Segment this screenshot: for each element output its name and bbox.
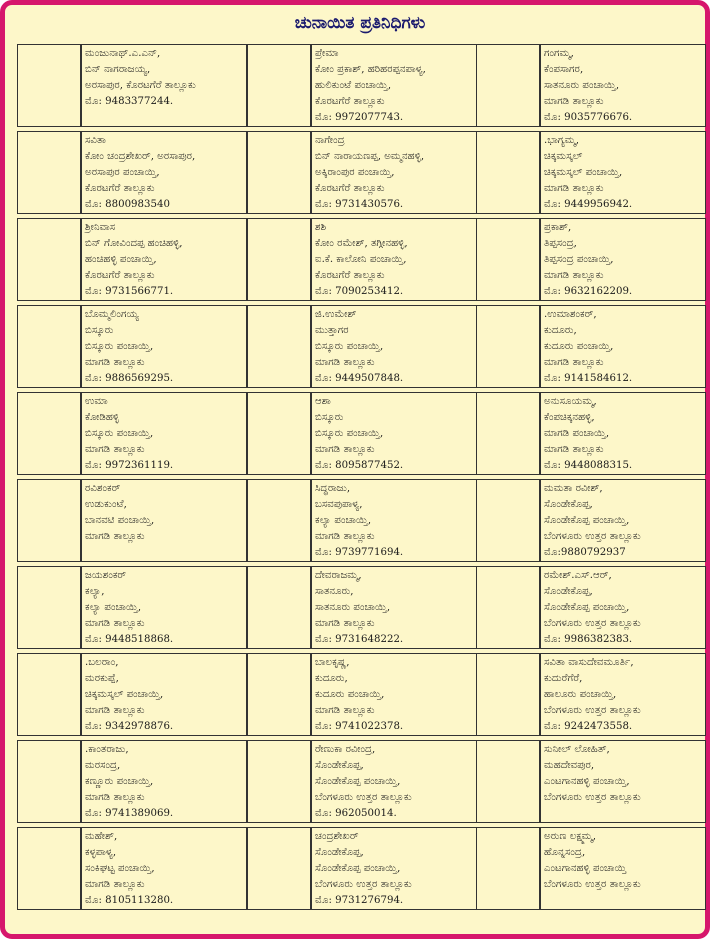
photo-placeholder	[247, 653, 311, 736]
photo-placeholder	[17, 827, 81, 910]
representative-detail-line: ಮೊ: 9972361119.	[85, 460, 174, 471]
representative-detail-line: ಮೊ:9880792937	[544, 547, 626, 558]
representative-name: ಜಿ.ಉಮೇಶ್	[315, 309, 357, 320]
representative-card	[540, 653, 706, 736]
representative-name: .ಕಾಂತರಾಜು,	[85, 744, 129, 755]
representative-detail-line: ಬೆಂಗಳೂರು ಉತ್ತರ ತಾಲ್ಲೂಕು	[544, 705, 641, 716]
representative-name: ಪ್ರಕಾಶ್,	[544, 222, 572, 233]
representative-detail-line: ಬಿಸ್ಕೂರು ಪಂಚಾಯ್ತಿ,	[85, 428, 154, 439]
photo-placeholder	[247, 827, 311, 910]
table-row	[17, 305, 705, 388]
representative-card	[311, 44, 477, 127]
representative-detail-line: ಮಾಗಡಿ ಪಂಚಾಯ್ತಿ,	[544, 428, 610, 439]
representative-detail-line: ಸೊಂಡೇಕೊಪ್ಪ,	[544, 499, 593, 510]
representative-card	[81, 740, 247, 823]
photo-placeholder	[476, 653, 540, 736]
representative-detail-line: ಮೊ: 9448518868.	[85, 634, 174, 645]
representative-card	[540, 740, 706, 823]
representative-detail-line: ಬಿಸ್ಕೂರು	[85, 325, 114, 336]
photo-placeholder	[247, 740, 311, 823]
representative-detail-line: ಮಾಗಡಿ ತಾಲ್ಲೂಕು	[315, 705, 375, 716]
representative-name: ಶಶಿ	[315, 222, 327, 233]
representative-card	[540, 305, 706, 388]
representative-name: ಉಮಾ	[85, 396, 108, 407]
representative-detail-line: ಕೊರಟಗೆರೆ ತಾಲ್ಲೂಕು	[315, 183, 385, 194]
representative-detail-line: ಕುದುರೆಗೆರೆ,	[544, 673, 583, 684]
representative-detail-line: ಮೊ: 8105113280.	[85, 895, 174, 906]
representative-card	[540, 131, 706, 214]
representative-detail-line: ಕೋಂ ಚಂದ್ರಶೇಖರ್, ಅರಸಾಪುರ,	[85, 151, 196, 162]
representative-name: ಗಂಗಮ್ಮ,	[544, 48, 574, 59]
representative-card	[81, 305, 247, 388]
table-row	[17, 653, 705, 736]
photo-placeholder	[247, 479, 311, 562]
representative-card	[81, 44, 247, 127]
representative-name: ರೇಣುಕಾ ರವೀಂದ್ರ,	[315, 744, 376, 755]
representative-detail-line: ಕಣ್ಣೂರು ಪಂಚಾಯ್ತಿ,	[85, 776, 154, 787]
representative-detail-line: ಮೊ: 7090253412.	[315, 286, 404, 297]
representative-name: ಶ್ರೀನಿವಾಸ	[85, 222, 116, 233]
representative-detail-line: ಮೊ: 9141584612.	[544, 373, 633, 384]
representative-detail-line: ಐ.ಕೆ. ಕಾಲೋನಿ ಪಂಚಾಯ್ತಿ,	[315, 254, 407, 265]
representative-card	[311, 392, 477, 475]
representative-detail-line: ಬೆಂಗಳೂರು ಉತ್ತರ ತಾಲ್ಲೂಕು	[315, 792, 412, 803]
representative-detail-line: ಬೆಂಗಳೂರು ಉತ್ತರ ತಾಲ್ಲೂಕು	[544, 879, 641, 890]
representative-detail-line: ಕೋಂ ಪ್ರಕಾಶ್, ಹರಿಹರಪ್ಪನಪಾಳ್ಯ,	[315, 64, 426, 75]
representative-name: ಮಮತಾ ರವೀಶ್,	[544, 483, 603, 494]
representative-card	[540, 479, 706, 562]
representative-detail-line: ಮೊ: 962050014.	[315, 808, 397, 819]
representative-name: ಅರುಣ ಲಕ್ಷ್ಮಮ್ಮ,	[544, 831, 596, 842]
representative-name: .ಬಲರಾಂ,	[85, 657, 119, 668]
representative-name: ಸಿದ್ಧರಾಜು,	[315, 483, 351, 494]
representative-detail-line: ಎಂಟಗಾನಹಳ್ಳಿ ಪಂಚಾಯ್ತಿ	[544, 863, 627, 874]
representative-card	[311, 653, 477, 736]
representative-detail-line: ಅರಸಾಪುರ ಪಂಚಾಯ್ತಿ,	[85, 167, 160, 178]
photo-placeholder	[17, 479, 81, 562]
photo-placeholder	[247, 392, 311, 475]
representative-detail-line: ಚಿಕ್ಕಮಸ್ಕಲ್	[544, 151, 583, 162]
representative-detail-line: ಮೊ: 9448088315.	[544, 460, 633, 471]
representative-detail-line: ಮಾಗಡಿ ತಾಲ್ಲೂಕು	[315, 357, 375, 368]
representative-card	[81, 479, 247, 562]
representative-detail-line: ಮಾಗಡಿ ತಾಲ್ಲೂಕು	[85, 444, 145, 455]
representative-card	[311, 479, 477, 562]
representative-name: ಚಂದ್ರಶೇಖರ್	[315, 831, 359, 842]
photo-placeholder	[247, 131, 311, 214]
representative-detail-line: ಮಾಗಡಿ ತಾಲ್ಲೂಕು	[85, 792, 145, 803]
representative-card	[311, 566, 477, 649]
representative-detail-line: ಮಾಗಡಿ ತಾಲ್ಲೂಕು	[544, 270, 604, 281]
photo-placeholder	[476, 305, 540, 388]
representative-detail-line: ಮೊ: 9342978876.	[85, 721, 174, 732]
representative-detail-line: ಬಿಸ್ಕೂರು ಪಂಚಾಯ್ತಿ,	[315, 428, 384, 439]
representative-detail-line: ಕಲ್ಯಾ ಪಂಚಾಯ್ತಿ,	[85, 602, 142, 613]
representative-detail-line: ಮೊ: 9741389069.	[85, 808, 174, 819]
representative-detail-line: ಸಾತನೂರು,	[315, 586, 354, 597]
representative-detail-line: ಮೊ: 9731566771.	[85, 286, 174, 297]
representative-detail-line: ಬಾನವಟಿ ಪಂಚಾಯ್ತಿ,	[85, 515, 155, 526]
representative-detail-line: ಸೊಂಡೇಕೊಪ್ಪ ಪಂಚಾಯ್ತಿ,	[315, 863, 401, 874]
representative-card	[311, 131, 477, 214]
representative-card	[81, 653, 247, 736]
table-row	[17, 827, 705, 910]
table-row	[17, 566, 705, 649]
representative-name: ನಾಗೇಂದ್ರ	[315, 135, 345, 146]
representative-card	[540, 218, 706, 301]
representative-card	[540, 44, 706, 127]
representative-detail-line: ಮರಸಂದ್ರ,	[85, 760, 121, 771]
photo-placeholder	[476, 218, 540, 301]
representative-name: ಬಾಲಕೃಷ್ಣ,	[315, 657, 350, 668]
representative-card	[81, 827, 247, 910]
representative-detail-line: ಮೊ: 9886569295.	[85, 373, 174, 384]
representative-detail-line: ಮರಕುಪ್ಪೆ,	[85, 673, 119, 684]
photo-placeholder	[17, 305, 81, 388]
representative-detail-line: ಹುಲಿಕುಂಟೆ ಪಂಚಾಯ್ತಿ,	[315, 80, 392, 91]
representative-detail-line: ಮಾಗಡಿ ತಾಲ್ಲೂಕು	[315, 618, 375, 629]
representative-name: ಸವಿತಾ	[85, 135, 106, 146]
photo-placeholder	[17, 740, 81, 823]
photo-placeholder	[247, 218, 311, 301]
representative-detail-line: ಸಂಕಿಘಟ್ಟ ಪಂಚಾಯ್ತಿ,	[85, 863, 155, 874]
representative-name: ಆಶಾ	[315, 396, 331, 407]
representative-card	[540, 566, 706, 649]
representative-card	[311, 218, 477, 301]
table-row	[17, 740, 705, 823]
table-row	[17, 392, 705, 475]
representative-name: ಅನುಸೂಯಮ್ಮ,	[544, 396, 597, 407]
representatives-grid	[17, 44, 705, 914]
representative-detail-line: ಕುದೂರು ಪಂಚಾಯ್ತಿ,	[315, 689, 385, 700]
photo-placeholder	[476, 392, 540, 475]
representative-detail-line: ಬಿನ್ ನಾರಾಯಣಪ್ಪ, ಅಮ್ಮನಹಳ್ಳಿ,	[315, 151, 425, 162]
representative-detail-line: ಮಾಗಡಿ ತಾಲ್ಲೂಕು	[85, 357, 145, 368]
representative-name: ಪ್ರೇಮಾ	[315, 48, 339, 59]
photo-placeholder	[247, 566, 311, 649]
representative-detail-line: ಸೊಂಡೇಕೊಪ್ಪ,	[315, 760, 364, 771]
photo-placeholder	[247, 305, 311, 388]
representative-detail-line: ಮಾಗಡಿ ತಾಲ್ಲೂಕು	[544, 183, 604, 194]
representative-detail-line: ಸೊಂಡೇಕೊಪ್ಪ,	[315, 847, 364, 858]
representative-detail-line: ಮೊ: 9449507848.	[315, 373, 404, 384]
representative-detail-line: ಮಾಗಡಿ ತಾಲ್ಲೂಕು	[85, 705, 145, 716]
representative-detail-line: ಮುತ್ತಾಗರ	[315, 325, 349, 336]
representative-detail-line: ಮಾಗಡಿ ತಾಲ್ಲೂಕು	[544, 96, 604, 107]
representative-detail-line: ಬಿನ್ ನಾಗರಾಜಯ್ಯ,	[85, 64, 151, 75]
representative-name: .ಉಮಾಶಂಕರ್,	[544, 309, 597, 320]
representative-name: ದೇವರಾಜಮ್ಮ,	[315, 570, 362, 581]
representative-detail-line: ಮೊ: 9483377244.	[85, 96, 174, 107]
representative-detail-line: ಮೊ: 9242473558.	[544, 721, 633, 732]
representative-detail-line: ಮಾಗಡಿ ತಾಲ್ಲೂಕು	[315, 444, 375, 455]
representative-detail-line: ಬಿಸ್ಕೂರು	[315, 412, 344, 423]
representative-detail-line: ಕೊರಟಗೆರೆ ತಾಲ್ಲೂಕು	[85, 270, 155, 281]
representative-detail-line: ಬಿನ್ ಗೋವಿಂದಪ್ಪ ಹಂಚಿಹಳ್ಳಿ,	[85, 238, 183, 249]
photo-placeholder	[17, 653, 81, 736]
representative-name: ಜಯಶಂಕರ್	[85, 570, 127, 581]
page-title: ಚುನಾಯಿತ ಪ್ರತಿನಿಧಿಗಳು	[294, 13, 426, 33]
representative-detail-line: ಕುದೂರು,	[315, 673, 348, 684]
photo-placeholder	[17, 218, 81, 301]
representative-detail-line: ಬಸವಪುಪಾಳ್ಯ,	[315, 499, 363, 510]
representative-detail-line: ಬಿಸ್ಕೂರು ಪಂಚಾಯ್ತಿ,	[315, 341, 384, 352]
representative-detail-line: ಮೊ: 9739771694.	[315, 547, 404, 558]
representative-detail-line: ಚಿಕ್ಕಮಸ್ಕಲ್ ಪಂಚಾಯ್ತಿ,	[544, 167, 623, 178]
representative-detail-line: ಸಾತನೂರು ಪಂಚಾಯ್ತಿ,	[315, 602, 391, 613]
representative-detail-line: ಕಲ್ಯಾ ಪಂಚಾಯ್ತಿ,	[315, 515, 372, 526]
representative-detail-line: ಕೊರಟಗೆರೆ ತಾಲ್ಲೂಕು	[315, 96, 385, 107]
table-row	[17, 479, 705, 562]
representative-name: ಮಂಜುನಾಥ್.ಎ.ಎನ್,	[85, 48, 161, 59]
representative-detail-line: ಕಳ್ಳಪಾಳ್ಯ,	[85, 847, 117, 858]
representative-detail-line: ಮಾಗಡಿ ತಾಲ್ಲೂಕು	[85, 879, 145, 890]
representative-detail-line: ಕೊರಟಗೆರೆ ತಾಲ್ಲೂಕು	[315, 270, 385, 281]
representative-card	[540, 392, 706, 475]
representative-detail-line: ಬಿಸ್ಕೂರು ಪಂಚಾಯ್ತಿ,	[85, 341, 154, 352]
representative-detail-line: ಮಾಗಡಿ ತಾಲ್ಲೂಕು	[85, 531, 145, 542]
representative-detail-line: ಮೊ: 9632162209.	[544, 286, 633, 297]
representative-detail-line: ಕೆಂಪಚಿಕ್ಕನಹಳ್ಳಿ,	[544, 412, 595, 423]
representative-detail-line: ಮಾಗಡಿ ತಾಲ್ಲೂಕು	[315, 531, 375, 542]
representative-detail-line: ಎಂಟಗಾನಹಳ್ಳಿ ಪಂಚಾಯ್ತಿ,	[544, 776, 630, 787]
representative-card	[311, 305, 477, 388]
representative-detail-line: ಅರಸಾಪುರ, ಕೊರಟಗೆರೆ ತಾಲ್ಲೂಕು	[85, 80, 196, 91]
representative-name: ಬೊಮ್ಮಲಿಂಗಯ್ಯ	[85, 309, 139, 320]
photo-placeholder	[247, 44, 311, 127]
representative-detail-line: ಕೋಂ ರಮೇಶ್, ತಗ್ಗೀನಹಳ್ಳಿ,	[315, 238, 408, 249]
representative-detail-line: ಕುದೂರು,	[544, 325, 577, 336]
photo-placeholder	[476, 131, 540, 214]
photo-placeholder	[476, 566, 540, 649]
representative-detail-line: ಕೋಡಿಹಳ್ಳಿ	[85, 412, 120, 423]
representative-detail-line: ಸೊಂಡೇಕೊಪ್ಪ,	[544, 586, 593, 597]
representative-detail-line: ಮೊ: 8800983540	[85, 199, 170, 210]
representative-detail-line: ಸೊಂಡೇಕೊಪ್ಪ ಪಂಚಾಯ್ತಿ,	[544, 602, 630, 613]
representative-name: .ಭಾಗ್ಯಮ್ಮ,	[544, 135, 580, 146]
representative-detail-line: ಬೆಂಗಳೂರು ಉತ್ತರ ತಾಲ್ಲೂಕು	[315, 879, 412, 890]
representative-name: ರವಿಶಂಕರ್	[85, 483, 121, 494]
representative-detail-line: ಸಾತನೂರು ಪಂಚಾಯ್ತಿ,	[544, 80, 620, 91]
representative-detail-line: ಹಂಚಿಹಳ್ಳಿ ಪಂಚಾಯ್ತಿ,	[85, 254, 157, 265]
representative-detail-line: ಮೊ: 9731276794.	[315, 895, 404, 906]
representative-detail-line: ಬೆಂಗಳೂರು ಉತ್ತರ ತಾಲ್ಲೂಕು	[544, 792, 641, 803]
representative-detail-line: ಮಾಗಡಿ ತಾಲ್ಲೂಕು	[544, 357, 604, 368]
representative-detail-line: ಮಾಗಡಿ ತಾಲ್ಲೂಕು	[544, 444, 604, 455]
representative-detail-line: ಸೊಂಡೇಕೊಪ್ಪ ಪಂಚಾಯ್ತಿ,	[315, 776, 401, 787]
representative-detail-line: ಕೆಂಪಸಾಗರ,	[544, 64, 584, 75]
representative-detail-line: ಮಾಗಡಿ ತಾಲ್ಲೂಕು	[85, 618, 145, 629]
representative-detail-line: ಮೊ: 8095877452.	[315, 460, 404, 471]
representative-detail-line: ಮೊ: 9741022378.	[315, 721, 404, 732]
representative-detail-line: ಚಿಕ್ಕಮಸ್ಕಲ್ ಪಂಚಾಯ್ತಿ,	[85, 689, 164, 700]
representative-detail-line: ಹಾಲೂರು ಪಂಚಾಯ್ತಿ,	[544, 689, 617, 700]
representative-detail-line: ಸೊಂಡೇಕೊಪ್ಪ ಪಂಚಾಯ್ತಿ,	[544, 515, 630, 526]
photo-placeholder	[476, 827, 540, 910]
representative-card	[81, 131, 247, 214]
representative-card	[311, 740, 477, 823]
representative-detail-line: ಉಡುಕುಂಟೆ,	[85, 499, 127, 510]
representative-name: ರಮೇಶ್.ಎಸ್.ಆರ್,	[544, 570, 612, 581]
photo-placeholder	[17, 392, 81, 475]
representative-card	[81, 566, 247, 649]
representative-detail-line: ಮೊ: 9972077743.	[315, 112, 404, 123]
representative-detail-line: ಕಲ್ಯಾ,	[85, 586, 105, 597]
representative-detail-line: ಕುದೂರು ಪಂಚಾಯ್ತಿ,	[544, 341, 614, 352]
representative-detail-line: ಹೊನ್ನಸಂದ್ರ,	[544, 847, 586, 858]
representative-detail-line: ಕೊರಟಗೆರೆ ತಾಲ್ಲೂಕು	[85, 183, 155, 194]
photo-placeholder	[17, 131, 81, 214]
representative-detail-line: ಮೊ: 9449956942.	[544, 199, 633, 210]
representative-card	[81, 218, 247, 301]
table-row	[17, 44, 705, 127]
table-row	[17, 218, 705, 301]
representative-detail-line: ಬೆಂಗಳೂರು ಉತ್ತರ ತಾಲ್ಲೂಕು	[544, 618, 641, 629]
table-row	[17, 131, 705, 214]
representative-detail-line: ಮೊ: 9986382383.	[544, 634, 633, 645]
photo-placeholder	[17, 566, 81, 649]
representative-card	[81, 392, 247, 475]
photo-placeholder	[476, 740, 540, 823]
representative-detail-line: ಮೊ: 9035776676.	[544, 112, 633, 123]
representative-card	[311, 827, 477, 910]
photo-placeholder	[17, 44, 81, 127]
representative-detail-line: ಮೊ: 9731648222.	[315, 634, 404, 645]
representative-detail-line: ತಿಪ್ಪಸಂದ್ರ,	[544, 238, 577, 249]
representative-detail-line: ಅಕ್ಕಿರಾಂಪುರ ಪಂಚಾಯ್ತಿ,	[315, 167, 395, 178]
representative-name: ಸವಿತಾ ವಾಸುದೇವಮೂರ್ತಿ,	[544, 657, 634, 668]
representative-name: ಸುನೀಲ್ ಲೋಹಿತ್,	[544, 744, 610, 755]
photo-placeholder	[476, 479, 540, 562]
representative-detail-line: ಮಹದೇವಪುರ,	[544, 760, 595, 771]
representative-detail-line: ತಿಪ್ಪಸಂದ್ರ ಪಂಚಾಯ್ತಿ,	[544, 254, 614, 265]
photo-placeholder	[476, 44, 540, 127]
representative-detail-line: ಮೊ: 9731430576.	[315, 199, 404, 210]
representative-card	[540, 827, 706, 910]
representative-detail-line: ಬೆಂಗಳೂರು ಉತ್ತರ ತಾಲ್ಲೂಕು	[544, 531, 641, 542]
representative-name: ಮಹೇಶ್,	[85, 831, 118, 842]
